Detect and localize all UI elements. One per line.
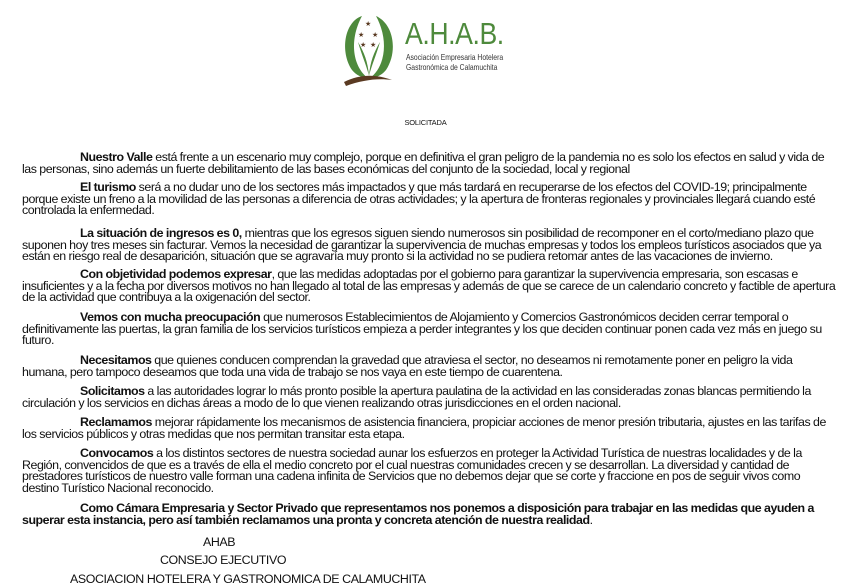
paragraph-text: a los distintos sectores de nuestra sociedad aunar los esfuerzos en proteger la Actividad Turística de nuestras localidades y de la Región, convencidos de que es a través de ella el medio concreto por el cual nuestras comunidades crecen y se desarrollan. La diversidad y cantidad de prestadores turísticos de nuestro valle forman una cadena infinita de Servicios que no debemos dejar que se corte y fraccione en pos de seguir vivos como destino Turístico Nacional reconocido. <box>22 446 802 495</box>
paragraph-lead: Vemos con mucha preocupación <box>80 310 261 324</box>
paragraph-text: que quienes conducen comprendan la gravedad que atraviesa el sector, no deseamos ni remotamente poner en peligro la vida humana, pero tampoco deseamos que toda una vida de trabajo se nos vaya en este tiempo de cuarentena. <box>22 353 793 379</box>
signature-association: ASOCIACION HOTELERA Y GASTRONOMICA DE CALAMUCHITA <box>70 572 426 586</box>
paragraph-5 <box>22 312 837 347</box>
paragraph-lead: Con objetividad podemos expresar <box>80 267 272 281</box>
logo-subtitle-1: Asociación Empresaria Hotelera <box>406 52 504 62</box>
paragraph-3 <box>22 228 837 263</box>
svg-text:★: ★ <box>372 32 379 39</box>
paragraph-4 <box>22 269 837 304</box>
paragraph-lead: Nuestro Valle <box>80 150 153 164</box>
paragraph-8 <box>22 417 837 440</box>
leaf-emblem-icon <box>340 12 402 87</box>
signature-ahab: AHAB <box>203 535 236 549</box>
paragraph-1 <box>22 152 837 175</box>
svg-text:★: ★ <box>360 42 367 49</box>
paragraph-lead: La situación de ingresos es 0, <box>80 226 242 240</box>
svg-text:★: ★ <box>370 42 377 49</box>
ahab-logo <box>340 12 520 87</box>
paragraph-lead: Reclamamos <box>80 415 152 429</box>
paragraph-9 <box>22 448 837 494</box>
paragraph-lead: Como Cámara Empresaria y Sector Privado que representamos nos ponemos a disposición para trabajar en las medidas que ayuden a superar esta instancia, pero así también reclamamos una pronta y concreta atención de nuestra realidad <box>22 501 814 527</box>
paragraph-text: . <box>589 512 593 527</box>
paragraph-text: mientras que los egresos siguen siendo numerosos sin posibilidad de recomponer en el corto/mediano plazo que suponen hoy tres meses sin facturar. Vemos la necesidad de garantizar la supervivencia de muchas empresas y todos los empleos turísticos asociados que ya están en riesgo real de desaparición, situación que se agravaría muy pronto si la actividad no se pudiera retomar antes de las vacaciones de invierno. <box>22 226 822 264</box>
document-heading: SOLICITADA <box>404 118 447 127</box>
paragraph-text: mejorar rápidamente los mecanismos de asistencia financiera, propiciar acciones de menor presión tributaria, ajustes en las tarifas de los servicios públicos y otras medidas que nos permitan transitar esta etapa. <box>22 415 826 441</box>
paragraph-text: será a no dudar uno de los sectores más impactados y que más tardará en recuperarse de los efectos del COVID-19; principalmente porque existe un freno a la movilidad de las personas a diferencia de otras actividades; y la apertura de fronteras regionales y provinciales llegará cuando esté controlada la enfermedad. <box>22 180 816 218</box>
paragraph-2 <box>22 182 837 217</box>
paragraph-6 <box>22 355 837 378</box>
paragraph-lead: El turismo <box>80 180 136 194</box>
paragraph-lead: Convocamos <box>80 446 154 460</box>
paragraph-10 <box>22 503 837 526</box>
paragraph-text: está frente a un escenario muy complejo, porque en definitiva el gran peligro de la pandemia no es solo los efectos en salud y vida de las personas, sino además un fuerte debilitamiento de las bases económicas del conjunto de la sociedad, local y regional <box>22 150 825 176</box>
logo-title: A.H.A.B. <box>405 16 504 51</box>
svg-text:★: ★ <box>365 21 372 28</box>
paragraph-text: que numerosos Establecimientos de Alojamiento y Comercios Gastronómicos deciden cerrar temporal o definitivamente las puertas, la gran familia de los servicios turísticos empieza a perder integrantes y los que deciden continuar ponen cada vez más en juego su futuro. <box>22 310 822 348</box>
paragraph-lead: Solicitamos <box>80 384 145 398</box>
svg-text:★: ★ <box>358 32 365 39</box>
paragraph-lead: Necesitamos <box>80 353 152 367</box>
paragraph-text: a las autoridades lograr lo más pronto posible la apertura paulatina de la actividad en las consideradas zonas blancas permitiendo la circulación y los servicios en dichas áreas a modo de lo que vienen realizando otras jurisdicciones en el orden nacional. <box>22 384 811 410</box>
paragraph-text: , que las medidas adoptadas por el gobierno para garantizar la supervivencia empresaria, son escasas e insuficientes y a la fecha por diversos motivos no han llegado al total de las empresas y además de que se carece de un calendario concreto y factible de apertura de la actividad que contribuya a la oxigenación del sector. <box>22 267 836 305</box>
paragraph-7 <box>22 386 837 409</box>
logo-subtitle-2: Gastronómica de Calamuchita <box>406 62 498 72</box>
signature-council: CONSEJO EJECUTIVO <box>160 553 287 567</box>
